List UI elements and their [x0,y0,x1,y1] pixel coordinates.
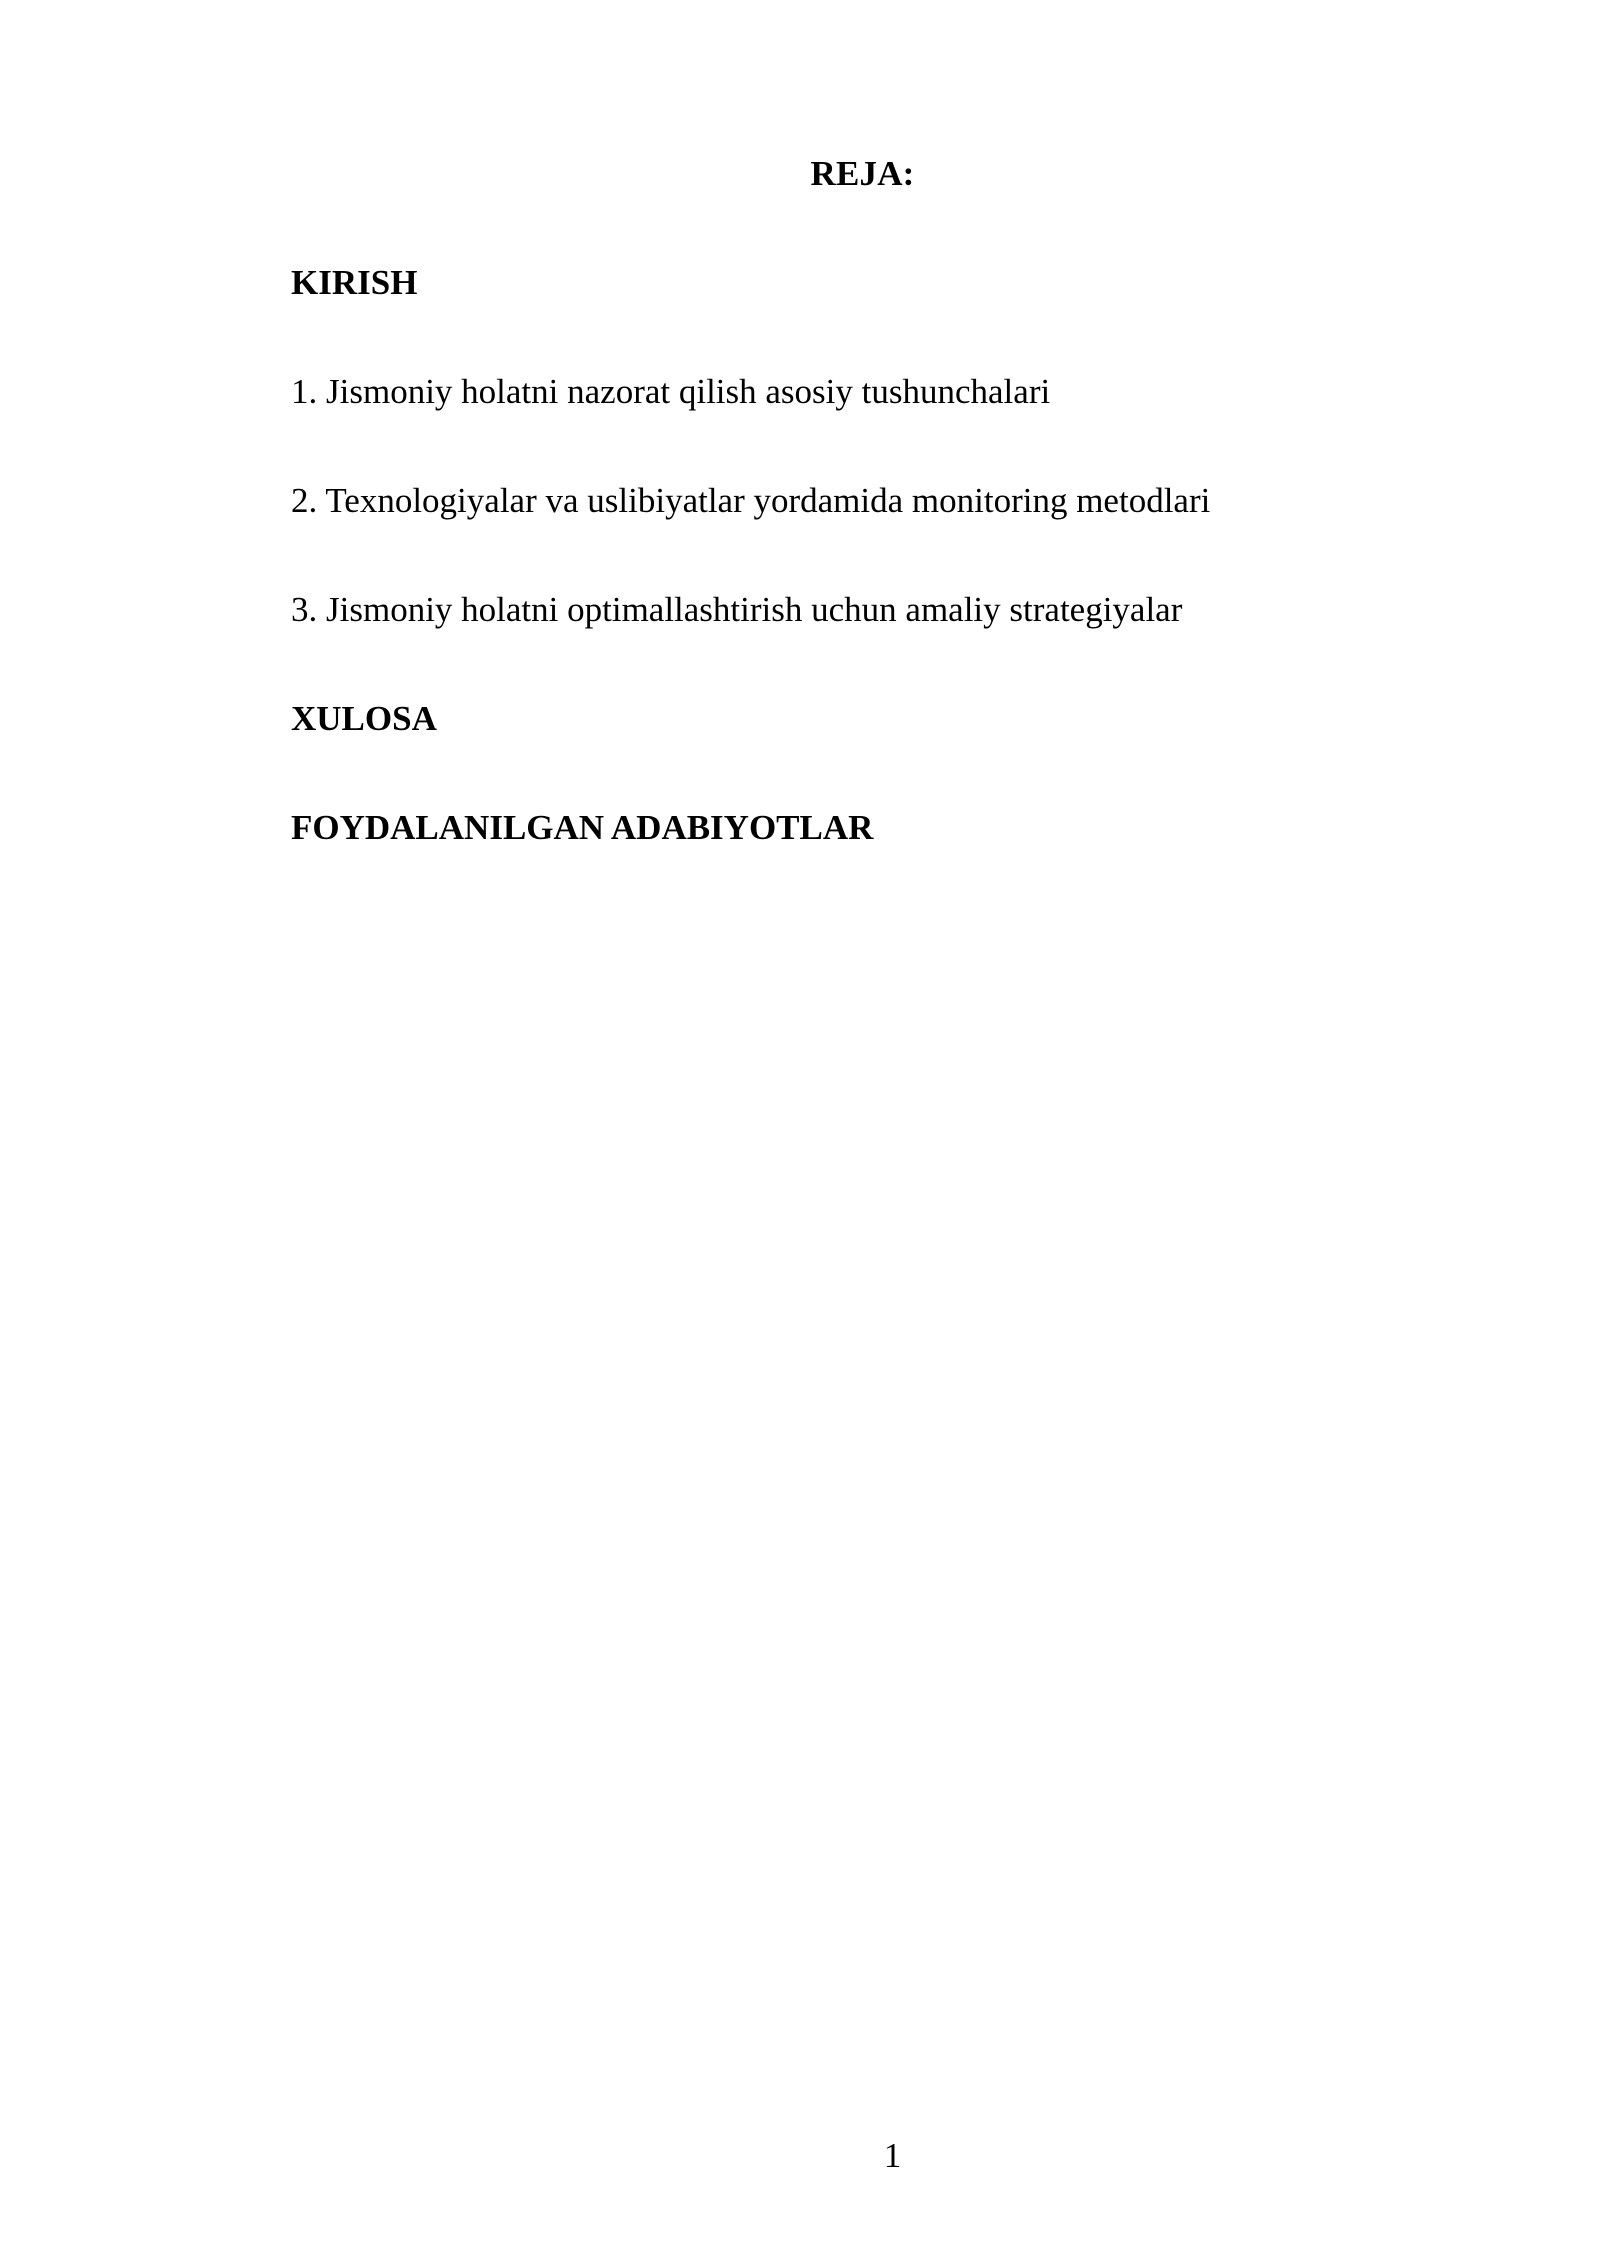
plan-item-references: FOYDALANILGAN ADABIYOTLAR [291,808,874,847]
plan-item-3: 3. Jismoniy holatni optimallashtirish uchun amaliy strategiyalar [291,590,1183,629]
plan-title: REJA: [810,154,915,193]
page-number: 1 [883,2136,902,2175]
plan-item-introduction: KIRISH [291,263,418,302]
plan-item-1: 1. Jismoniy holatni nazorat qilish asosiy tushunchalari [291,372,1051,411]
plan-item-conclusion: XULOSA [291,699,437,738]
plan-item-2: 2. Texnologiyalar va uslibiyatlar yordamida monitoring metodlari [291,481,1211,520]
